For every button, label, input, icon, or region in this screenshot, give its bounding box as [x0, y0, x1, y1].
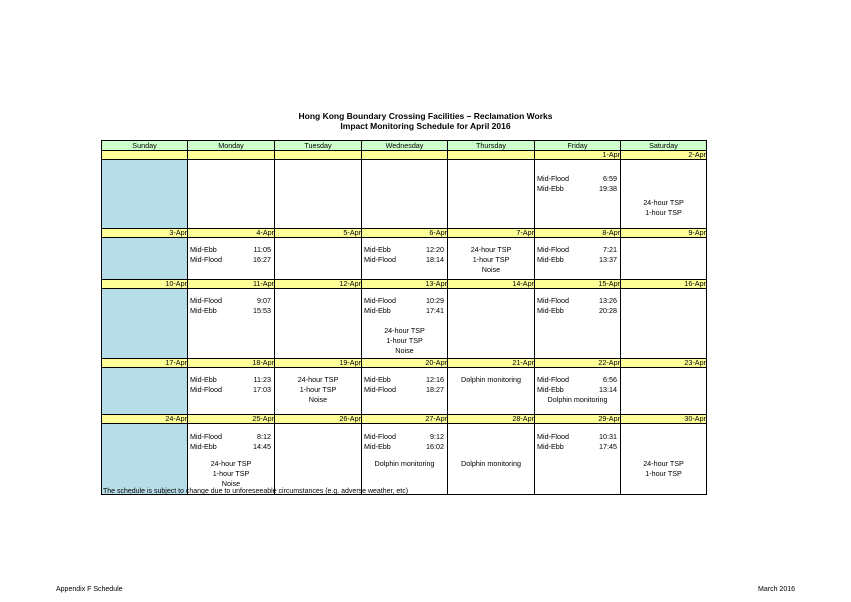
date-cell: 17-Apr: [102, 359, 188, 368]
tide-time: 9:12: [430, 432, 444, 441]
day-header-wednesday: Wednesday: [362, 141, 448, 151]
tide-label: Mid-Flood: [190, 296, 222, 305]
day-cell: [102, 238, 188, 280]
date-row: [102, 415, 707, 424]
day-cell: [102, 160, 188, 229]
tide-time: 15:53: [253, 306, 271, 315]
date-cell: [362, 151, 448, 160]
monitoring-item: Dolphin monitoring: [547, 395, 608, 404]
tide-time: 12:20: [426, 245, 444, 254]
tide-entry: [190, 245, 272, 254]
date-cell: 27-Apr: [362, 415, 448, 424]
monitoring-item: 1-hour TSP: [645, 208, 682, 217]
date-cell: 28-Apr: [448, 415, 535, 424]
tide-label: Mid-Flood: [537, 296, 569, 305]
tide-time: 13:37: [599, 255, 617, 264]
day-header-saturday: Saturday: [621, 141, 707, 151]
monitoring-item: 1-hour TSP: [645, 469, 682, 478]
tide-entry: [537, 375, 618, 384]
tide-entry: [537, 385, 618, 394]
day-cell: [621, 238, 707, 280]
footer-left: Appendix F Schedule: [56, 586, 123, 593]
monitoring-item: 1-hour TSP: [386, 336, 423, 345]
day-header-friday: Friday: [535, 141, 621, 151]
tide-label: Mid-Ebb: [364, 306, 391, 315]
day-cell: [448, 238, 535, 280]
day-cell: [362, 160, 448, 229]
tide-label: Mid-Flood: [364, 296, 396, 305]
date-cell: 14-Apr: [448, 280, 535, 289]
monitoring-item: 1-hour TSP: [212, 469, 250, 478]
monitoring-item: Dolphin monitoring: [461, 459, 521, 468]
day-header-thursday: Thursday: [448, 141, 535, 151]
monitoring-item: 24-hour TSP: [643, 459, 684, 468]
day-cell: [621, 368, 707, 415]
date-cell: 12-Apr: [275, 280, 362, 289]
monitoring-item: 24-hour TSP: [384, 326, 425, 335]
day-cell: [275, 160, 362, 229]
tide-time: 19:38: [599, 184, 617, 193]
day-cell: [188, 424, 275, 495]
day-cell: [448, 368, 535, 415]
monitoring-item: Noise: [481, 265, 501, 274]
day-cell: [188, 368, 275, 415]
date-row: [102, 359, 707, 368]
tide-entry: [364, 255, 445, 264]
day-cell: [362, 424, 448, 495]
day-cell: [448, 289, 535, 359]
monitoring-item: 24-hour TSP: [470, 245, 512, 254]
date-cell: 30-Apr: [621, 415, 707, 424]
tide-time: 17:45: [599, 442, 617, 451]
tide-entry: [364, 375, 445, 384]
tide-entry: [537, 184, 618, 193]
day-cell: [102, 289, 188, 359]
tide-label: Mid-Ebb: [537, 255, 564, 264]
day-header-sunday: Sunday: [102, 141, 188, 151]
tide-label: Mid-Flood: [537, 245, 569, 254]
tide-entry: [190, 296, 272, 305]
tide-label: Mid-Flood: [364, 385, 396, 394]
footer-right: March 2016: [758, 586, 795, 593]
monitoring-item: 1-hour TSP: [472, 255, 510, 264]
day-cell: [275, 424, 362, 495]
week-row: [102, 238, 707, 280]
date-cell: 29-Apr: [535, 415, 621, 424]
monitoring-item: 1-hour TSP: [299, 385, 337, 394]
day-cell: [535, 289, 621, 359]
tide-label: Mid-Ebb: [537, 442, 564, 451]
tide-label: Mid-Flood: [537, 174, 569, 183]
tide-time: 12:16: [426, 375, 444, 384]
day-cell: [621, 289, 707, 359]
date-cell: 25-Apr: [188, 415, 275, 424]
date-cell: [188, 151, 275, 160]
date-cell: 13-Apr: [362, 280, 448, 289]
date-cell: 15-Apr: [535, 280, 621, 289]
day-cell: [621, 160, 707, 229]
date-cell: 8-Apr: [535, 229, 621, 238]
tide-time: 6:59: [603, 174, 617, 183]
page-title: Hong Kong Boundary Crossing Facilities – Reclamation Works: [298, 111, 553, 121]
tide-time: 18:14: [426, 255, 444, 264]
monitoring-item: Noise: [221, 479, 241, 488]
tide-entry: [537, 296, 618, 305]
week-row: [102, 160, 707, 229]
date-cell: 6-Apr: [362, 229, 448, 238]
tide-entry: [190, 255, 272, 264]
tide-label: Mid-Ebb: [364, 442, 391, 451]
date-cell: 26-Apr: [275, 415, 362, 424]
tide-label: Mid-Flood: [190, 255, 222, 264]
tide-time: 17:41: [426, 306, 444, 315]
date-cell: 7-Apr: [448, 229, 535, 238]
day-cell: [535, 368, 621, 415]
date-cell: 3-Apr: [102, 229, 188, 238]
date-cell: [448, 151, 535, 160]
tide-time: 9:07: [257, 296, 271, 305]
monitoring-item: 24-hour TSP: [643, 198, 684, 207]
tide-label: Mid-Ebb: [537, 306, 564, 315]
tide-label: Mid-Flood: [537, 375, 569, 384]
date-cell: 19-Apr: [275, 359, 362, 368]
tide-entry: [537, 432, 618, 441]
tide-time: 11:05: [253, 245, 271, 254]
tide-entry: [364, 385, 445, 394]
date-cell: 16-Apr: [621, 280, 707, 289]
tide-time: 18:27: [426, 385, 444, 394]
tide-time: 13:26: [599, 296, 617, 305]
monitoring-item: Noise: [395, 346, 414, 355]
date-row: [102, 229, 707, 238]
date-cell: 23-Apr: [621, 359, 707, 368]
day-cell: [188, 289, 275, 359]
calendar-table: [101, 140, 707, 495]
tide-entry: [537, 306, 618, 315]
day-cell: [275, 238, 362, 280]
tide-time: 7:21: [603, 245, 617, 254]
tide-time: 10:31: [599, 432, 617, 441]
date-cell: 5-Apr: [275, 229, 362, 238]
tide-label: Mid-Flood: [364, 432, 396, 441]
day-header-tuesday: Tuesday: [275, 141, 362, 151]
tide-label: Mid-Ebb: [364, 245, 391, 254]
tide-entry: [537, 245, 618, 254]
tide-time: 8:12: [257, 432, 271, 441]
day-cell: [362, 289, 448, 359]
page-subtitle: Impact Monitoring Schedule for April 2016: [340, 121, 511, 131]
date-cell: 4-Apr: [188, 229, 275, 238]
tide-label: Mid-Flood: [537, 432, 569, 441]
week-row: [102, 424, 707, 495]
day-cell: [188, 160, 275, 229]
date-cell: 22-Apr: [535, 359, 621, 368]
date-cell: 2-Apr: [621, 151, 707, 160]
day-cell: [102, 424, 188, 495]
tide-entry: [537, 174, 618, 183]
schedule-note: The schedule is subject to change due to unforeseeable circumstances (e.g. adverse weather, etc): [103, 488, 409, 495]
tide-label: Mid-Ebb: [190, 245, 217, 254]
date-cell: 11-Apr: [188, 280, 275, 289]
date-cell: 24-Apr: [102, 415, 188, 424]
tide-entry: [537, 255, 618, 264]
tide-label: Mid-Ebb: [190, 442, 217, 451]
monitoring-item: Dolphin monitoring: [461, 375, 521, 384]
date-row: [102, 151, 707, 160]
monitoring-item: 24-hour TSP: [210, 459, 252, 468]
tide-label: Mid-Ebb: [537, 385, 564, 394]
date-cell: 20-Apr: [362, 359, 448, 368]
week-row: [102, 368, 707, 415]
monitoring-item: Dolphin monitoring: [374, 459, 435, 468]
date-cell: [275, 151, 362, 160]
tide-time: 13:14: [599, 385, 617, 394]
day-cell: [102, 368, 188, 415]
day-cell: [448, 160, 535, 229]
tide-entry: [364, 432, 445, 441]
tide-time: 16:02: [426, 442, 444, 451]
day-header-monday: Monday: [188, 141, 275, 151]
date-cell: 10-Apr: [102, 280, 188, 289]
tide-time: 20:28: [599, 306, 617, 315]
tide-label: Mid-Flood: [190, 385, 222, 394]
date-cell: 1-Apr: [535, 151, 621, 160]
tide-label: Mid-Flood: [190, 432, 222, 441]
tide-entry: [190, 375, 272, 384]
tide-entry: [190, 432, 272, 441]
day-cell: [621, 424, 707, 495]
day-cell: [535, 238, 621, 280]
date-cell: 18-Apr: [188, 359, 275, 368]
tide-time: 11:23: [253, 375, 271, 384]
monitoring-item: 24-hour TSP: [297, 375, 339, 384]
day-cell: [188, 238, 275, 280]
day-cell: [535, 424, 621, 495]
tide-time: 14:45: [253, 442, 271, 451]
date-cell: [102, 151, 188, 160]
tide-time: 16:27: [253, 255, 271, 264]
tide-entry: [364, 306, 445, 315]
week-row: [102, 289, 707, 359]
tide-entry: [190, 385, 272, 394]
tide-time: 6:56: [603, 375, 617, 384]
day-cell: [448, 424, 535, 495]
tide-label: Mid-Ebb: [190, 375, 217, 384]
tide-label: Mid-Ebb: [537, 184, 564, 193]
day-cell: [275, 289, 362, 359]
tide-entry: [364, 296, 445, 305]
tide-label: Mid-Ebb: [364, 375, 391, 384]
tide-time: 10:29: [426, 296, 444, 305]
date-cell: 21-Apr: [448, 359, 535, 368]
day-cell: [362, 368, 448, 415]
day-cell: [362, 238, 448, 280]
tide-entry: [364, 245, 445, 254]
tide-entry: [537, 442, 618, 451]
tide-label: Mid-Flood: [364, 255, 396, 264]
tide-entry: [364, 442, 445, 451]
day-cell: [535, 160, 621, 229]
day-header-row: [102, 141, 707, 151]
tide-label: Mid-Ebb: [190, 306, 217, 315]
day-cell: [275, 368, 362, 415]
tide-time: 17:03: [253, 385, 271, 394]
tide-entry: [190, 442, 272, 451]
date-cell: 9-Apr: [621, 229, 707, 238]
tide-entry: [190, 306, 272, 315]
date-row: [102, 280, 707, 289]
monitoring-item: Noise: [308, 395, 328, 404]
